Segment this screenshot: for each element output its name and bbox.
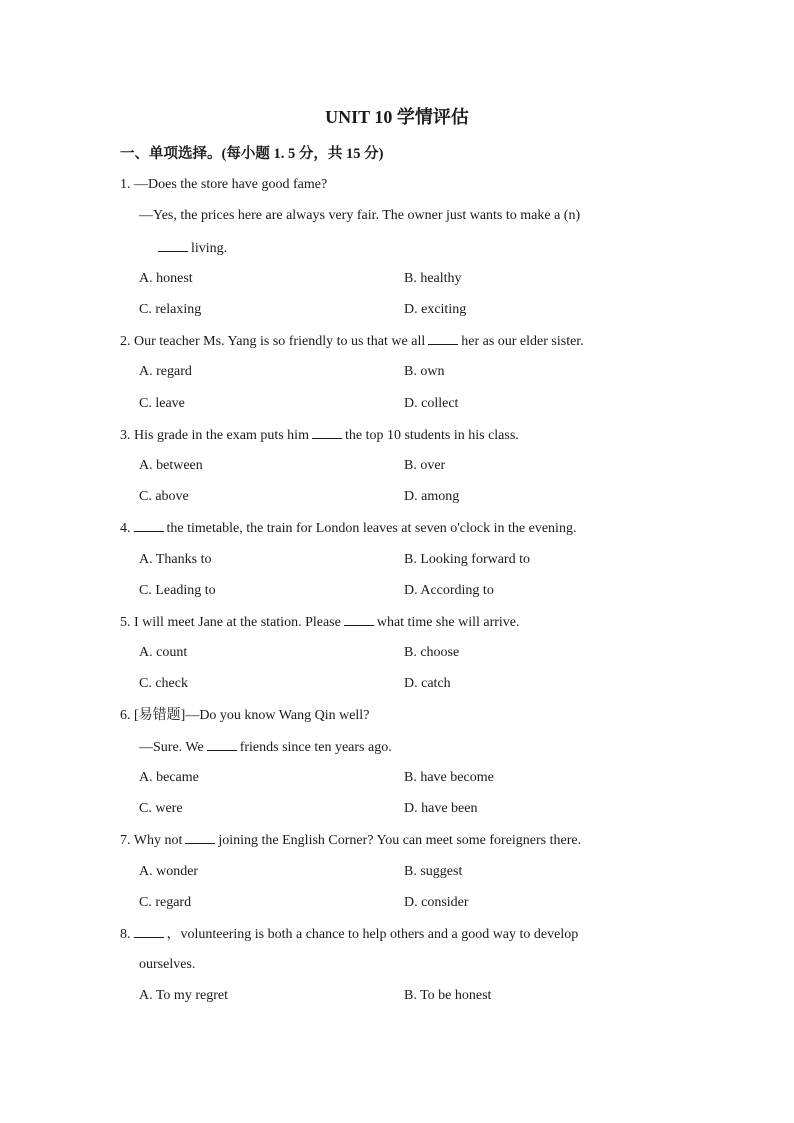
option-c[interactable]: C. check — [139, 676, 188, 691]
section-heading: 一、单项选择。(每小题 1. 5 分，共 15 分) — [120, 146, 384, 162]
question-6-answer-line: —Sure. We friends since ten years ago. — [139, 737, 392, 758]
option-c[interactable]: C. above — [139, 489, 189, 504]
question-7-stem: 7. Why not joining the English Corner? You can meet some foreigners there. — [120, 830, 581, 851]
option-a[interactable]: A. count — [139, 645, 188, 660]
option-c[interactable]: C. leave — [139, 396, 185, 411]
answer-blank[interactable] — [158, 238, 188, 252]
option-d[interactable]: D. catch — [404, 676, 451, 691]
question-1-continuation: living. — [158, 238, 227, 259]
option-b[interactable]: B. own — [404, 364, 445, 379]
answer-blank[interactable] — [134, 518, 164, 532]
answer-blank[interactable] — [428, 331, 458, 345]
option-a[interactable]: A. between — [139, 458, 203, 473]
question-1-stem: 1. —Does the store have good fame? — [120, 177, 328, 192]
option-b[interactable]: B. choose — [404, 645, 460, 660]
option-b[interactable]: B. To be honest — [404, 988, 492, 1003]
answer-blank[interactable] — [207, 737, 237, 751]
option-a[interactable]: A. wonder — [139, 864, 199, 879]
option-b[interactable]: B. have become — [404, 770, 494, 785]
option-c[interactable]: C. regard — [139, 895, 192, 910]
question-5-stem: 5. I will meet Jane at the station. Please what time she will arrive. — [120, 612, 520, 633]
option-d[interactable]: D. have been — [404, 801, 478, 816]
question-8-stem: 8. ，volunteering is both a chance to help others and a good way to develop — [120, 924, 578, 945]
question-6-stem: 6. [易错题]—Do you know Wang Qin well? — [120, 708, 370, 723]
question-8-continuation: ourselves. — [139, 957, 196, 972]
option-d[interactable]: D. exciting — [404, 302, 467, 317]
page-title: UNIT 10 学情评估 — [325, 107, 469, 127]
option-d[interactable]: D. consider — [404, 895, 469, 910]
option-a[interactable]: A. honest — [139, 271, 193, 286]
question-3-stem: 3. His grade in the exam puts him the top 10 students in his class. — [120, 425, 519, 446]
option-d[interactable]: D. According to — [404, 583, 494, 598]
option-c[interactable]: C. Leading to — [139, 583, 216, 598]
option-b[interactable]: B. healthy — [404, 271, 462, 286]
option-b[interactable]: B. over — [404, 458, 446, 473]
option-c[interactable]: C. were — [139, 801, 183, 816]
option-d[interactable]: D. collect — [404, 396, 459, 411]
answer-blank[interactable] — [312, 425, 342, 439]
option-c[interactable]: C. relaxing — [139, 302, 202, 317]
option-a[interactable]: A. became — [139, 770, 199, 785]
question-1-answer-line: —Yes, the prices here are always very fair. The owner just wants to make a (n) — [139, 208, 581, 223]
option-b[interactable]: B. suggest — [404, 864, 463, 879]
answer-blank[interactable] — [134, 924, 164, 938]
question-4-stem: 4. the timetable, the train for London leaves at seven o'clock in the evening. — [120, 518, 576, 539]
question-2-stem: 2. Our teacher Ms. Yang is so friendly to us that we all her as our elder sister. — [120, 331, 584, 352]
option-a[interactable]: A. Thanks to — [139, 552, 212, 567]
option-b[interactable]: B. Looking forward to — [404, 552, 530, 567]
option-d[interactable]: D. among — [404, 489, 460, 504]
answer-blank[interactable] — [344, 612, 374, 626]
option-a[interactable]: A. regard — [139, 364, 192, 379]
answer-blank[interactable] — [185, 830, 215, 844]
option-a[interactable]: A. To my regret — [139, 988, 228, 1003]
